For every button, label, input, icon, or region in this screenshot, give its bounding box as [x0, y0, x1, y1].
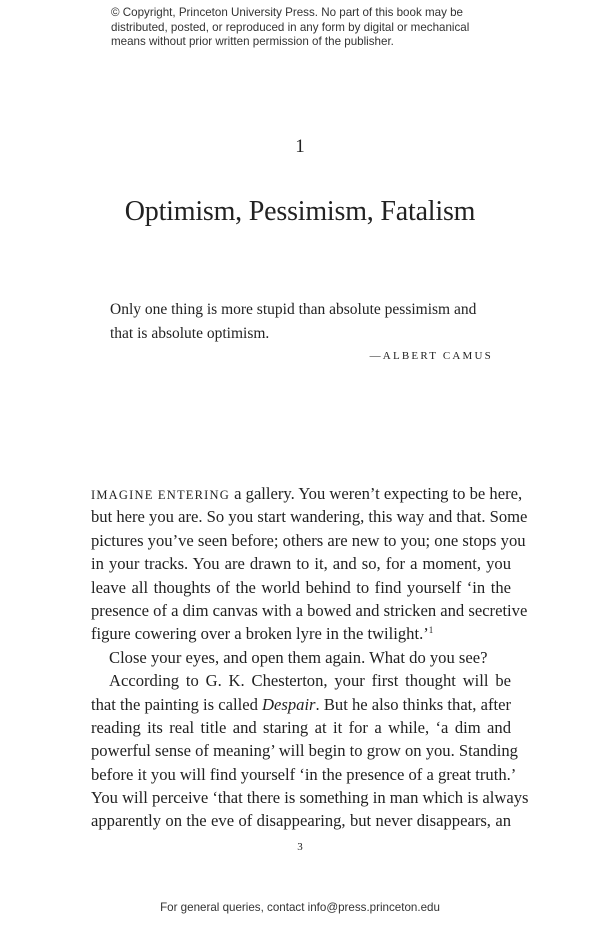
body-text — [91, 482, 529, 833]
lead-in-small-caps: IMAGINE ENTERING — [91, 488, 230, 502]
painting-title: Despair — [262, 694, 316, 714]
copyright-line: © Copyright, Princeton University Press. No part of this book may be — [111, 6, 463, 19]
body-line — [91, 482, 523, 505]
footer-contact: For general queries, contact info@press.princeton.edu — [160, 901, 440, 914]
body-line: You will perceive ‘that there is something in man which is always — [91, 788, 529, 808]
chapter-title: Optimism, Pessimism, Fatalism — [124, 196, 476, 227]
body-line: presence of a dim canvas with a bowed and stricken and secretive — [91, 600, 528, 620]
body-line: apparently on the eve of disappearing, but never disappears, an — [91, 811, 511, 831]
body-line-text: . But he also thinks that, after — [315, 694, 511, 714]
body-line: Close your eyes, and open them again. What do you see? — [109, 647, 488, 667]
body-line — [91, 693, 511, 716]
body-line: in your tracks. You are drawn to it, and so, for a moment, you — [91, 554, 511, 574]
footnote-ref[interactable]: 1 — [428, 625, 434, 636]
epigraph-line: that is absolute optimism. — [110, 325, 270, 342]
body-line: but here you are. So you start wandering, this way and that. Some — [91, 507, 528, 527]
epigraph-line: Only one thing is more stupid than absolute pessimism and — [110, 301, 477, 318]
copyright-line: distributed, posted, or reproduced in any form by digital or mechanical — [111, 20, 470, 34]
body-line: reading its real title and staring at it for a while, ‘a dim and — [91, 717, 511, 737]
body-line: powerful sense of meaning’ will begin to grow on you. Standing — [91, 741, 518, 761]
chapter-number: 1 — [295, 136, 305, 157]
body-line: According to G. K. Chesterton, your first thought will be — [109, 671, 511, 691]
copyright-notice — [111, 6, 511, 50]
body-line: before it you will find yourself ‘in the presence of a great truth.’ — [91, 764, 517, 784]
copyright-line: means without prior written permission of the publisher. — [111, 35, 394, 48]
page-number: 3 — [297, 841, 303, 853]
body-line: leave all thoughts of the world behind to find yourself ‘in the — [91, 577, 511, 597]
body-line-text: that the painting is called — [91, 694, 263, 714]
epigraph-attribution: —ALBERT CAMUS — [369, 350, 493, 362]
body-line — [91, 622, 511, 645]
epigraph — [110, 298, 490, 346]
body-line-text: figure cowering over a broken lyre in the twilight.’ — [91, 624, 429, 644]
body-line: pictures you’ve seen before; others are new to you; one stops you — [91, 530, 526, 550]
body-line-text: a gallery. You weren’t expecting to be here, — [229, 484, 523, 503]
